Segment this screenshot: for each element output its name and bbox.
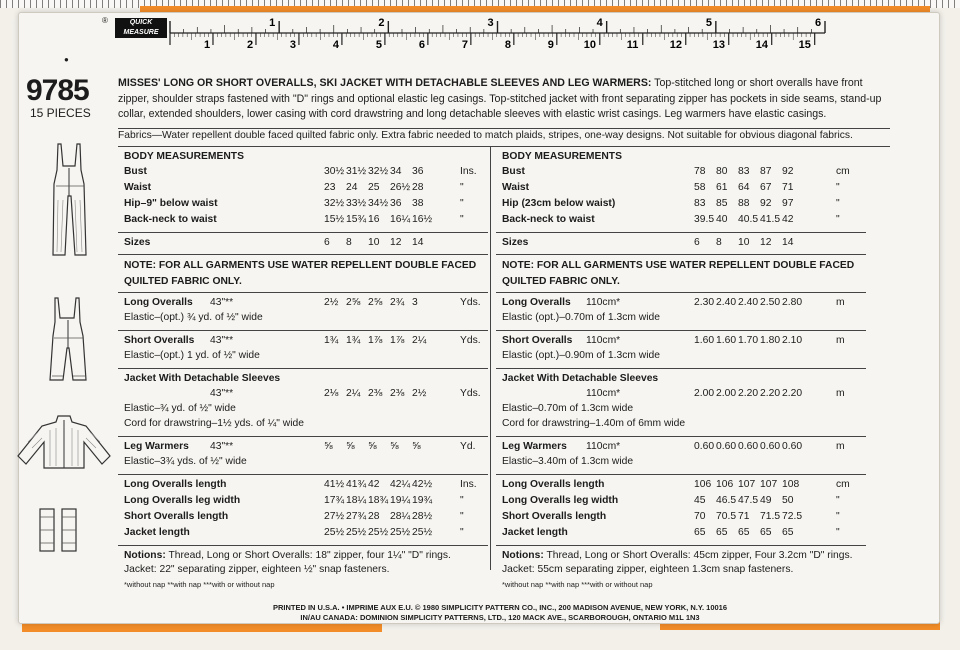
- body-measurements-heading: BODY MEASUREMENTS: [124, 151, 244, 162]
- fabric-width: 110cm*: [586, 388, 621, 399]
- measurement-label: Waist: [502, 182, 530, 193]
- size-value: 0.60: [716, 441, 737, 452]
- description-paragraph: [118, 76, 888, 123]
- size-value: 30½: [324, 166, 345, 177]
- measurement-unit: ": [836, 182, 840, 193]
- size-value: 2.20: [738, 388, 759, 399]
- cm-label: 11: [626, 39, 639, 51]
- row-divider: [118, 330, 488, 331]
- inch-label: 1: [269, 17, 276, 29]
- cm-label: 4: [332, 39, 340, 51]
- size-value: 18¾: [368, 495, 389, 506]
- size-value: 2.20: [782, 388, 803, 399]
- fabrics-note: Fabrics—Water repellent double faced quilted fabric only. Extra fabric needed to match plaids, stripes, one-way designs. Not suitable for obvious diagonal fabrics.: [118, 130, 853, 141]
- garment-name: Jacket With Detachable Sleeves: [124, 373, 281, 384]
- size-value: 16¼: [390, 214, 411, 225]
- quick-measure-ruler: [100, 16, 830, 56]
- size-value: 107: [760, 479, 778, 490]
- yardage-unit: Yds.: [460, 297, 481, 308]
- sizes-label: Sizes: [502, 237, 529, 248]
- size-value: 25½: [412, 527, 433, 538]
- garment-name: Long Overalls: [124, 297, 193, 308]
- size-value: 1⅞: [390, 335, 405, 346]
- size-value: 24: [346, 182, 358, 193]
- size-value: 25½: [390, 527, 411, 538]
- size-value: ⅝: [412, 441, 421, 452]
- row-divider: [118, 368, 488, 369]
- cm-label: 12: [669, 39, 682, 51]
- measurement-label: Waist: [124, 182, 152, 193]
- ruler-scale: [100, 16, 830, 56]
- length-unit: ": [836, 495, 840, 506]
- cm-label: 6: [418, 39, 425, 51]
- size-value: 0.60: [760, 441, 781, 452]
- cm-label: 7: [461, 39, 468, 51]
- fabric-width: 110cm*: [586, 335, 621, 346]
- size-value: 40.5: [738, 214, 759, 225]
- size-value: 2¼: [346, 388, 361, 399]
- size-value: 28: [412, 182, 424, 193]
- body-measurements-heading: BODY MEASUREMENTS: [502, 151, 622, 162]
- fabric-width: 43"**: [210, 441, 234, 452]
- row-divider: [118, 254, 488, 255]
- yardage-unit: m: [836, 388, 845, 399]
- size-value: ⅝: [368, 441, 377, 452]
- cm-label: 1: [203, 39, 211, 51]
- ski-jacket-sketch: [14, 412, 114, 472]
- size-value: 15¾: [346, 214, 367, 225]
- size-value: 65: [716, 527, 728, 538]
- size-value: 34½: [368, 198, 389, 209]
- finished-length-label: Long Overalls length: [502, 479, 605, 490]
- size-value: 2¾: [390, 297, 405, 308]
- size-value: 2.10: [782, 335, 803, 346]
- fabric-width: 43"**: [210, 297, 234, 308]
- size-value: 92: [760, 198, 772, 209]
- size-value: 27½: [324, 511, 345, 522]
- length-unit: ": [460, 527, 464, 538]
- size-value: 32½: [368, 166, 389, 177]
- size-value: 42: [782, 214, 794, 225]
- size-value: 33½: [346, 198, 367, 209]
- size-value: 34: [390, 166, 402, 177]
- size-value: 2.00: [716, 388, 737, 399]
- size-value: 65: [694, 527, 706, 538]
- size-value: 41½: [324, 479, 345, 490]
- metric-column: [496, 148, 871, 640]
- cm-label: 10: [583, 39, 597, 51]
- imperial-column: [118, 148, 493, 640]
- size-value: 39.5: [694, 214, 715, 225]
- size-value: 10: [368, 237, 380, 248]
- pattern-back-content: [118, 76, 893, 589]
- notions-paragraph: [502, 549, 864, 577]
- size-value: 67: [760, 182, 772, 193]
- printed-notice: [250, 603, 750, 623]
- size-value: 0.60: [782, 441, 803, 452]
- garment-name: Leg Warmers: [502, 441, 567, 452]
- size-value: 1¾: [324, 335, 339, 346]
- size-value: 71.5: [760, 511, 781, 522]
- garment-notion: Elastic–3¾ yds. of ½" wide: [124, 456, 247, 467]
- yardage-unit: m: [836, 441, 845, 452]
- measurement-unit: cm: [836, 166, 850, 177]
- cm-label: 13: [712, 39, 725, 51]
- long-overalls-sketch: [44, 140, 94, 260]
- size-value: 58: [694, 182, 706, 193]
- notions-text: Thread, Long or Short Overalls: 18" zipper, four 1¼" "D" rings. Jacket: 22" separating zipper, eighteen ½" snap fasteners.: [124, 550, 451, 575]
- printed-line-2: IN/AU CANADA: DOMINION SIMPLICITY PATTERNS, LTD., 120 MACK AVE., SCARBOROUGH, ONTARIO M1L 1N3: [300, 613, 700, 622]
- measurement-unit: ": [460, 182, 464, 193]
- finished-length-label: Long Overalls length: [124, 479, 227, 490]
- measurement-label: Bust: [124, 166, 147, 177]
- size-value: 36: [412, 166, 424, 177]
- size-value: ⅝: [390, 441, 399, 452]
- fabric-width: 43"**: [210, 388, 234, 399]
- size-value: 6: [324, 237, 330, 248]
- size-value: 71: [782, 182, 794, 193]
- size-value: 88: [738, 198, 750, 209]
- size-value: 32½: [324, 198, 345, 209]
- notions-text: Thread, Long or Short Overalls: 45cm zipper, Four 3.2cm "D" rings. Jacket: 55cm separating zipper, eighteen 1.3cm snap fasteners.: [502, 550, 853, 575]
- row-divider: [496, 292, 866, 293]
- size-value: 2.20: [760, 388, 781, 399]
- row-divider: [496, 232, 866, 233]
- leg-warmers-sketch: [36, 505, 86, 557]
- size-value: 80: [716, 166, 728, 177]
- pattern-number: 9785: [26, 74, 89, 107]
- registered-mark: ®: [102, 16, 108, 25]
- inch-label: 3: [487, 17, 494, 29]
- row-divider: [118, 474, 488, 475]
- size-value: 40: [716, 214, 728, 225]
- size-value: 16½: [412, 214, 433, 225]
- row-divider: [496, 254, 866, 255]
- size-value: 42¼: [390, 479, 411, 490]
- size-value: 47.5: [738, 495, 759, 506]
- size-value: 6: [694, 237, 700, 248]
- size-value: 45: [694, 495, 706, 506]
- row-divider: [496, 474, 866, 475]
- row-divider: [118, 545, 488, 546]
- cm-label: 15: [798, 39, 811, 51]
- yardage-unit: Yds.: [460, 388, 481, 399]
- description-title: MISSES' LONG OR SHORT OVERALLS, SKI JACKET WITH DETACHABLE SLEEVES AND LEG WARMERS:: [118, 77, 652, 89]
- inch-label: 4: [596, 17, 603, 29]
- finished-length-label: Short Overalls length: [502, 511, 607, 522]
- size-value: 2⅝: [346, 297, 361, 308]
- size-value: 10: [738, 237, 750, 248]
- size-value: 46.5: [716, 495, 737, 506]
- size-value: 83: [694, 198, 706, 209]
- size-value: 2⅛: [324, 388, 339, 399]
- size-value: 2⅜: [368, 388, 383, 399]
- size-value: 42: [368, 479, 380, 490]
- measurement-label: Hip–9" below waist: [124, 198, 218, 209]
- row-divider: [118, 292, 488, 293]
- row-divider: [496, 330, 866, 331]
- bullet-dot: ●: [64, 55, 69, 64]
- size-value: 12: [390, 237, 402, 248]
- divider-fabrics-top: [118, 128, 890, 129]
- size-value: 92: [782, 166, 794, 177]
- cm-label: 14: [755, 39, 768, 51]
- size-value: 0.60: [738, 441, 759, 452]
- measurement-label: Hip (23cm below waist): [502, 198, 616, 209]
- size-value: 83: [738, 166, 750, 177]
- yardage-unit: m: [836, 297, 845, 308]
- ruler-brand-line2: MEASURE: [123, 29, 159, 36]
- garment-notion: Elastic–¾ yd. of ½" wide: [124, 403, 236, 414]
- garment-notion: Elastic–(opt.) 1 yd. of ½" wide: [124, 350, 260, 361]
- length-unit: Ins.: [460, 479, 477, 490]
- size-value: 38: [412, 198, 424, 209]
- size-value: 70.5: [716, 511, 737, 522]
- measurement-unit: ": [836, 214, 840, 225]
- size-value: ⅝: [346, 441, 355, 452]
- size-value: 2.30: [694, 297, 715, 308]
- size-value: 1.60: [694, 335, 715, 346]
- fabric-width: 43"**: [210, 335, 234, 346]
- size-value: 8: [346, 237, 352, 248]
- cm-label: 2: [246, 39, 254, 51]
- size-value: 106: [694, 479, 712, 490]
- size-value: 2.40: [716, 297, 737, 308]
- length-unit: ": [460, 495, 464, 506]
- size-value: 2.80: [782, 297, 803, 308]
- size-value: 85: [716, 198, 728, 209]
- size-value: 19¼: [390, 495, 411, 506]
- size-value: 2⅜: [390, 388, 405, 399]
- measurement-unit: ": [460, 214, 464, 225]
- garment-notion: Elastic–3.40m of 1.3cm wide: [502, 456, 634, 467]
- size-value: 41¾: [346, 479, 367, 490]
- size-value: 25½: [346, 527, 367, 538]
- row-divider: [496, 436, 866, 437]
- size-value: 42½: [412, 479, 433, 490]
- inch-label: 2: [378, 17, 385, 29]
- size-value: 87: [760, 166, 772, 177]
- size-value: 36: [390, 198, 402, 209]
- length-unit: cm: [836, 479, 850, 490]
- printed-line-1: PRINTED IN U.S.A. • IMPRIME AUX E.U. © 1980 SIMPLICITY PATTERN CO., INC., 200 MADISON AVENUE, NEW YORK, N.Y. 10016: [272, 603, 728, 612]
- size-value: 27¾: [346, 511, 367, 522]
- length-unit: ": [460, 511, 464, 522]
- size-value: 31½: [346, 166, 367, 177]
- size-value: 106: [716, 479, 734, 490]
- size-value: 2½: [324, 297, 339, 308]
- size-value: 71: [738, 511, 750, 522]
- length-unit: ": [836, 527, 840, 538]
- size-value: 25½: [368, 527, 389, 538]
- garment-name: Leg Warmers: [124, 441, 189, 452]
- garment-name: Short Overalls: [124, 335, 195, 346]
- size-value: 0.60: [694, 441, 715, 452]
- size-value: 1.70: [738, 335, 759, 346]
- garment-notion: Elastic–0.70m of 1.3cm wide: [502, 403, 634, 414]
- cm-label: 8: [504, 39, 511, 51]
- size-value: 28½: [412, 511, 433, 522]
- description-body: Top-stitched long or short overalls have front zipper, shoulder straps fastened with "D" rings and optional elastic leg casings. Top-stitched jacket with front separating zipper has pockets in side seams, stand-up collar, extended shoulders, lower casing with cord drawstring and long detachable sleeves with elastic wrist casings. Leg warmers have elastic casings.: [118, 77, 882, 120]
- ruler-brand-line1: QUICK: [129, 19, 153, 26]
- yardage-unit: Yd.: [460, 441, 476, 452]
- measurement-unit: Ins.: [460, 166, 477, 177]
- row-divider: [496, 545, 866, 546]
- measurement-label: Back-neck to waist: [502, 214, 595, 225]
- size-value: 25: [368, 182, 380, 193]
- garment-name: Long Overalls: [502, 297, 571, 308]
- measurement-label: Bust: [502, 166, 525, 177]
- cm-label: 3: [289, 39, 297, 51]
- size-value: 50: [782, 495, 794, 506]
- size-value: 72.5: [782, 511, 803, 522]
- size-value: 28: [368, 511, 380, 522]
- size-value: 49: [760, 495, 772, 506]
- notions-label: Notions:: [124, 550, 166, 561]
- size-value: 78: [694, 166, 706, 177]
- size-value: 8: [716, 237, 722, 248]
- size-value: 65: [782, 527, 794, 538]
- finished-length-label: Long Overalls leg width: [124, 495, 241, 506]
- short-overalls-sketch: [42, 294, 94, 386]
- size-value: 28¼: [390, 511, 411, 522]
- yardage-unit: Yds.: [460, 335, 481, 346]
- garment-notion: Elastic–(opt.) ¾ yd. of ½" wide: [124, 312, 263, 323]
- finished-length-label: Short Overalls length: [124, 511, 229, 522]
- pieces-count: 15 PIECES: [30, 106, 91, 120]
- size-value: 15½: [324, 214, 345, 225]
- size-value: 3: [412, 297, 418, 308]
- size-value: 12: [760, 237, 772, 248]
- garment-notion: Elastic (opt.)–0.90m of 1.3cm wide: [502, 350, 660, 361]
- garment-notion: Cord for drawstring–1.40m of 6mm wide: [502, 418, 686, 429]
- finished-length-label: Jacket length: [124, 527, 190, 538]
- sizes-label: Sizes: [124, 237, 151, 248]
- size-value: 65: [760, 527, 772, 538]
- size-value: 25½: [324, 527, 345, 538]
- row-divider: [118, 436, 488, 437]
- size-value: 1⅞: [368, 335, 383, 346]
- size-value: 14: [412, 237, 424, 248]
- size-value: 2½: [412, 388, 427, 399]
- notions-paragraph: [124, 549, 486, 577]
- size-value: 16: [368, 214, 380, 225]
- cm-label: 9: [547, 39, 554, 51]
- measurement-unit: ": [460, 198, 464, 209]
- fabric-note: NOTE: FOR ALL GARMENTS USE WATER REPELLENT DOUBLE FACED QUILTED FABRIC ONLY.: [124, 260, 477, 287]
- size-value: 18¼: [346, 495, 367, 506]
- garment-name: Jacket With Detachable Sleeves: [502, 373, 659, 384]
- size-value: 1.60: [716, 335, 737, 346]
- measurement-unit: ": [836, 198, 840, 209]
- size-value: 2¼: [412, 335, 427, 346]
- inch-label: 5: [705, 17, 712, 29]
- size-value: 1.80: [760, 335, 781, 346]
- size-value: 2.50: [760, 297, 781, 308]
- garment-name: Short Overalls: [502, 335, 573, 346]
- nap-footnote: *without nap **with nap ***with or without nap: [124, 580, 275, 589]
- size-value: 2.40: [738, 297, 759, 308]
- size-value: 70: [694, 511, 706, 522]
- size-value: 23: [324, 182, 336, 193]
- divider-fabrics-bottom: [118, 146, 890, 147]
- size-value: 2⅝: [368, 297, 383, 308]
- finished-length-label: Jacket length: [502, 527, 568, 538]
- size-value: 108: [782, 479, 800, 490]
- size-value: 64: [738, 182, 750, 193]
- notions-label: Notions:: [502, 550, 544, 561]
- size-value: 65: [738, 527, 750, 538]
- size-value: 2.00: [694, 388, 715, 399]
- size-value: 17¾: [324, 495, 345, 506]
- yardage-unit: m: [836, 335, 845, 346]
- finished-length-label: Long Overalls leg width: [502, 495, 619, 506]
- size-value: 107: [738, 479, 756, 490]
- garment-notion: Elastic (opt.)–0.70m of 1.3cm wide: [502, 312, 660, 323]
- row-divider: [118, 232, 488, 233]
- size-value: 19¾: [412, 495, 433, 506]
- length-unit: ": [836, 511, 840, 522]
- inch-label: 6: [815, 17, 822, 29]
- size-value: 14: [782, 237, 794, 248]
- size-value: 1¾: [346, 335, 361, 346]
- nap-footnote: *without nap **with nap ***with or without nap: [502, 580, 653, 589]
- garment-notion: Cord for drawstring–1½ yds. of ¼" wide: [124, 418, 304, 429]
- measurement-label: Back-neck to waist: [124, 214, 217, 225]
- fabric-width: 110cm*: [586, 297, 621, 308]
- fabric-note: NOTE: FOR ALL GARMENTS USE WATER REPELLENT DOUBLE FACED QUILTED FABRIC ONLY.: [502, 260, 855, 287]
- size-value: 97: [782, 198, 794, 209]
- cm-label: 5: [375, 39, 383, 51]
- size-value: ⅝: [324, 441, 333, 452]
- size-value: 61: [716, 182, 728, 193]
- size-value: 26½: [390, 182, 411, 193]
- row-divider: [496, 368, 866, 369]
- size-value: 41.5: [760, 214, 781, 225]
- fabric-width: 110cm*: [586, 441, 621, 452]
